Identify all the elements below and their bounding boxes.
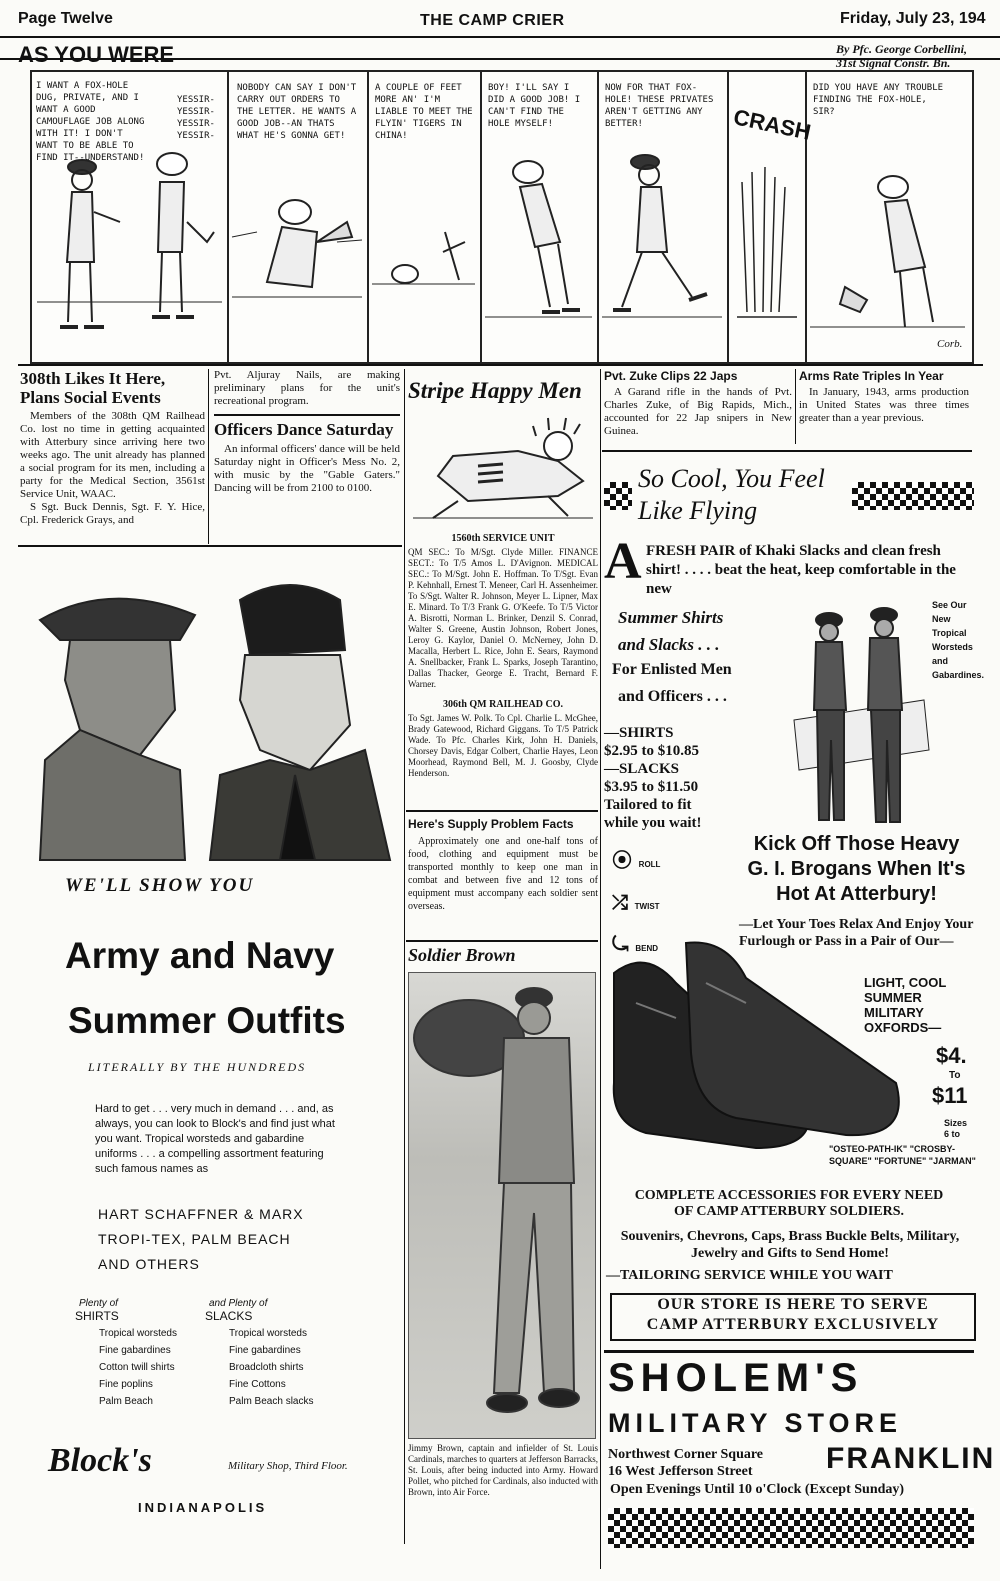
comic-panel-6 [727, 72, 814, 362]
bend-shoe-icon: ⤿ [612, 934, 629, 956]
shirts-price: $2.95 to $10.85 [604, 743, 699, 759]
section-rule [18, 364, 983, 366]
for-officers-line: and Officers . . . [618, 688, 727, 705]
page-number: Page Twelve [18, 10, 113, 27]
comic-panel-1 [32, 72, 229, 362]
price-to: To [949, 1070, 961, 1081]
article-308th-body: Members of the 308th QM Railhead Co. lost no time in getting acquainted with Atterbury since arriving here two weeks ago. The unit already has planned a social program for its men, including a party for the Medical Section, 3561st Service Unit, WAAC. [20, 410, 205, 500]
sholems-headline-1: So Cool, You Feel [638, 464, 825, 493]
section-rule [602, 450, 972, 452]
blocks-shirts-column: Plenty of SHIRTS Tropical worsteds Fine gabardines Cotton twill shirts Fine poplins Palm Beach [75, 1295, 205, 1410]
article-308th-body-2: S Sgt. Buck Dennis, Sgt. F. Y. Hice, Cpl. Frederick Grays, and [20, 501, 205, 526]
price-low: $4. [936, 1043, 967, 1068]
crash-sound-effect: CRASH [731, 104, 814, 145]
speech-bubble: I WANT A FOX-HOLE DUG, PRIVATE, AND I WANT A GOOD CAMOUFLAGE JOB ALONG WITH IT! I DON'T WANT TO BE ABLE TO FIND IT--UNDERSTAND! [36, 81, 145, 163]
tailoring-service: —TAILORING SERVICE WHILE YOU WAIT [606, 1268, 893, 1283]
blocks-headline-1: Army and Navy [65, 935, 335, 976]
sizes-note: Sizes 6 to [944, 1118, 968, 1139]
comic-title: AS YOU WERE [18, 42, 175, 67]
running-sergeant-cartoon [408, 406, 598, 521]
article-arms-rate [799, 369, 969, 425]
article-supply-facts [408, 817, 598, 913]
headline-308th-line2: Plans Social Events [20, 388, 161, 407]
article-308th [20, 369, 205, 527]
two-soldiers-illustration [784, 600, 934, 830]
officer-and-sailor-illustration [20, 560, 400, 860]
speech-bubble: A COUPLE OF FEET MORE AN' I'M LIABLE TO MEET THE FLYIN' TIGERS IN CHINA! [375, 83, 473, 141]
column-rule [795, 369, 796, 444]
speech-bubble: NOBODY CAN SAY I DON'T CARRY OUT ORDERS TO THE LETTER. HE WANTS A GOOD JOB--AN THATS WHAT HE'S GONNA GET! [237, 83, 357, 141]
comic-panel-7 [805, 72, 972, 362]
officers-intro: Pvt. Aljuray Nails, are making preliminary plans for the unit's recreational program. [214, 369, 400, 407]
issue-date: Friday, July 23, 194 [840, 10, 986, 27]
military-store-label: MILITARY STORE [608, 1408, 903, 1438]
summer-shirts-line: Summer Shirts [618, 608, 724, 627]
blocks-brand-list [98, 1202, 304, 1277]
shoe-brands: "OSTEO-PATH-IK" "CROSBY-SQUARE" "FORTUNE" "JARMAN" [829, 1144, 976, 1166]
price-list [604, 724, 702, 832]
stripe-title: Stripe Happy Men [408, 378, 582, 403]
speech-bubble: NOW FOR THAT FOX-HOLE! THESE PRIVATES AREN'T GETTING ANY BETTER! [605, 83, 714, 129]
blocks-headline-2: Summer Outfits [68, 1000, 346, 1041]
checker-footer [608, 1508, 974, 1548]
unit-306th-promotions: To Sgt. James W. Polk. To Cpl. Charlie L. McGhee, Brady Gatewood, Richard Giggans. To T/5 Patrick Wade. To Pfc. Charles Kirk, John H. Daniels, Chorsey Davis, Edgar Colbert, Charlie Hayes, Leon Moorhead, Raymond Bell, M. J. Goosby, Clyde Henderson. [408, 713, 598, 778]
unit-1560th-promotions: QM SEC.: To M/Sgt. Clyde Miller. FINANCE SECT.: To T/5 Amos L. D'Avignon. MEDICAL SEC.: To M/Sgt. John E. Hoffman. To T/Sgt. Evan P. Kehnhall, Ernest T. Meneer, Carl H. Assenheimer. To S/Sgt. Walter R. Johnson, Meyer L. Lipner, Max E. Minard. To T/3 Frank G. O'Keefe. To T/5 Victor A. Bisrotti, Norman L. Brinker, Denzil S. Conrad, Walter S. Greene, Austin Johnson, Robert Jones, Leroy G. Kaylor, Daniel O. McNerney, John D. Macalla, Herbert L. Rice, John E. Sears, Raymond A. Snellbacker, Frank L. Sparks, Joseph Tarantino, Dallas Thacker, George E. Tracht, Bernard F. Warner. [408, 547, 598, 689]
soldier-brown-caption: Jimmy Brown, captain and infielder of St. Louis Cardinals, marches to quarters at Jefferson Barracks, St. Louis, after being inducted into Army. Howard Pollet, who pitched for Cardinals, also inducted with Brown, into Air Force. [408, 1443, 598, 1497]
summer-slacks-line: and Slacks . . . [618, 635, 720, 654]
comic-panel-4 [480, 72, 599, 362]
souvenirs-copy: Souvenirs, Chevrons, Caps, Brass Buckle Belts, Military, Jewelry and Gifts to Send Home! [620, 1229, 960, 1261]
speech-bubble: BOY! I'LL SAY I DID A GOOD JOB! I CAN'T FIND THE HOLE MYSELF! [488, 83, 581, 129]
artist-signature: Corb. [937, 338, 963, 350]
blocks-city: INDIANAPOLIS [138, 1500, 268, 1515]
checker-decoration [604, 482, 632, 510]
blocks-logo: Block's [48, 1442, 152, 1479]
soldier-brown-photo [408, 972, 596, 1439]
headline-308th-line1: 308th Likes It Here, [20, 369, 166, 388]
newspaper-name: THE CAMP CRIER [420, 12, 565, 29]
blocks-shop-location: Military Shop, Third Floor. [228, 1460, 348, 1472]
sholems-intro: FRESH PAIR of Khaki Slacks and clean fresh shirt! . . . . beat the heat, keep comfortable in the new [646, 543, 956, 597]
unit-306th-heading: 306th QM RAILHEAD CO. [442, 699, 563, 710]
blocks-tagline: WE'LL SHOW YOU [65, 875, 255, 896]
price-high: $11 [932, 1083, 968, 1108]
zuke-body: A Garand rifle in the hands of Pvt. Charles Zuke, of Big Rapids, Mich., accounted for 22 Jap snipers in New Guinea. [604, 386, 792, 437]
store-address: Northwest Corner Square 16 West Jefferson Street [608, 1447, 764, 1479]
marching-soldier-photo [409, 973, 595, 1438]
tailored-line-2: while you wait! [604, 815, 702, 831]
franklin-city: FRANKLIN [826, 1442, 996, 1475]
headline-supply-facts: Here's Supply Problem Facts [408, 817, 574, 831]
our-store-box: OUR STORE IS HERE TO SERVE CAMP ATTERBURY EXCLUSIVELY [610, 1293, 976, 1341]
complete-accessories: COMPLETE ACCESSORIES FOR EVERY NEED OF CAMP ATTERBURY SOLDIERS. [634, 1188, 944, 1219]
brand-item: TROPI-TEX, PALM BEACH [98, 1231, 291, 1247]
stripe-happy-men [408, 378, 598, 779]
unit-1560th-heading: 1560th SERVICE UNIT [451, 533, 555, 544]
store-hours: Open Evenings Until 10 o'Clock (Except Sunday) [610, 1482, 905, 1497]
arms-rate-body: In January, 1943, arms production in United States was three times greater than a year previous. [799, 386, 969, 424]
comic-byline: By Pfc. George Corbellini, 31st Signal Constr. Bn. [836, 42, 967, 70]
oxfords-label: LIGHT, COOL SUMMER MILITARY OXFORDS— [864, 975, 947, 1035]
shirts-label: —SHIRTS [604, 725, 674, 741]
article-zuke [604, 369, 792, 438]
headline-officers-dance: Officers Dance Saturday [214, 420, 394, 439]
relax-copy: —Let Your Toes Relax And Enjoy Your Furlough or Pass in a Pair of Our— [739, 917, 974, 949]
soldier-brown-title: Soldier Brown [408, 945, 516, 965]
roll-shoe-icon: ⦿ [612, 850, 632, 872]
comic-panel-3 [367, 72, 482, 362]
sholems-headline-2: Like Flying [638, 496, 758, 525]
shoe-flex-icons: ⦿ ROLL ⤮ TWIST ⤿ BEND [612, 842, 660, 968]
slacks-heading: SLACKS [205, 1309, 253, 1323]
column-rule [404, 369, 405, 1544]
officers-dance-body: An informal officers' dance will be held Saturday night in Officer's Mess No. 2, with music by the "Gable Gaters." Dancing will be from 2100 to 0100. [214, 443, 400, 494]
comic-panel-5 [597, 72, 729, 362]
kick-off-headline: Kick Off Those Heavy G. I. Brogans When It's Hot At Atterbury! [747, 833, 966, 905]
slacks-price: $3.95 to $11.50 [604, 779, 699, 795]
supply-facts-body: Approximately one and one-half tons of food, clothing and equipment must be transported monthly to keep one man in combat and between five and 12 tons of equipment must accompany each soldier sent overseas. [408, 836, 598, 912]
section-rule [406, 810, 598, 812]
oxford-shoes-illustration [606, 943, 906, 1158]
section-rule [18, 545, 402, 547]
store-name-rule [604, 1350, 974, 1353]
headline-arms-rate: Arms Rate Triples In Year [799, 369, 944, 383]
for-enlisted-line: For Enlisted Men [612, 661, 732, 678]
column-rule [208, 369, 209, 544]
blocks-slacks-column: and Plenty of SLACKS Tropical worsteds Fine gabardines Broadcloth shirts Fine Cottons Palm Beach slacks [205, 1295, 345, 1410]
speech-bubble-reply: YESSIR- YESSIR- YESSIR- YESSIR- [177, 95, 215, 141]
brand-item: HART SCHAFFNER & MARX [98, 1206, 304, 1222]
section-rule [406, 940, 598, 942]
drop-cap: A [604, 533, 642, 590]
comic-strip [30, 70, 974, 364]
blocks-advertisement [20, 560, 400, 1560]
twist-shoe-icon: ⤮ [612, 892, 628, 914]
blocks-literally: LITERALLY BY THE HUNDREDS [88, 1060, 307, 1074]
checker-decoration [852, 482, 974, 510]
speech-bubble: DID YOU HAVE ANY TROUBLE FINDING THE FOX-HOLE, SIR? [813, 83, 944, 117]
headline-zuke: Pvt. Zuke Clips 22 Japs [604, 369, 738, 383]
shirts-heading: SHIRTS [75, 1309, 119, 1323]
sholems-store-name: SHOLEM'S [608, 1356, 864, 1400]
soldier-brown-feature [408, 945, 598, 1498]
column-rule [600, 369, 601, 1569]
sholems-advertisement [604, 458, 996, 1568]
brand-item: AND OTHERS [98, 1256, 200, 1272]
comic-panel-2 [227, 72, 369, 362]
slacks-label: —SLACKS [604, 761, 680, 777]
blocks-body: Hard to get . . . very much in demand . . . and, as always, you can look to Block's and find just what you want. Tropical worsteds and gabardine uniforms . . . a compelling assortment featuring such famous names as [95, 1103, 335, 1175]
tropical-side-note: See Our New Tropical Worsteds and Gabardines. [932, 600, 985, 680]
tailored-line-1: Tailored to fit [604, 797, 692, 813]
article-officers-dance [214, 369, 400, 495]
